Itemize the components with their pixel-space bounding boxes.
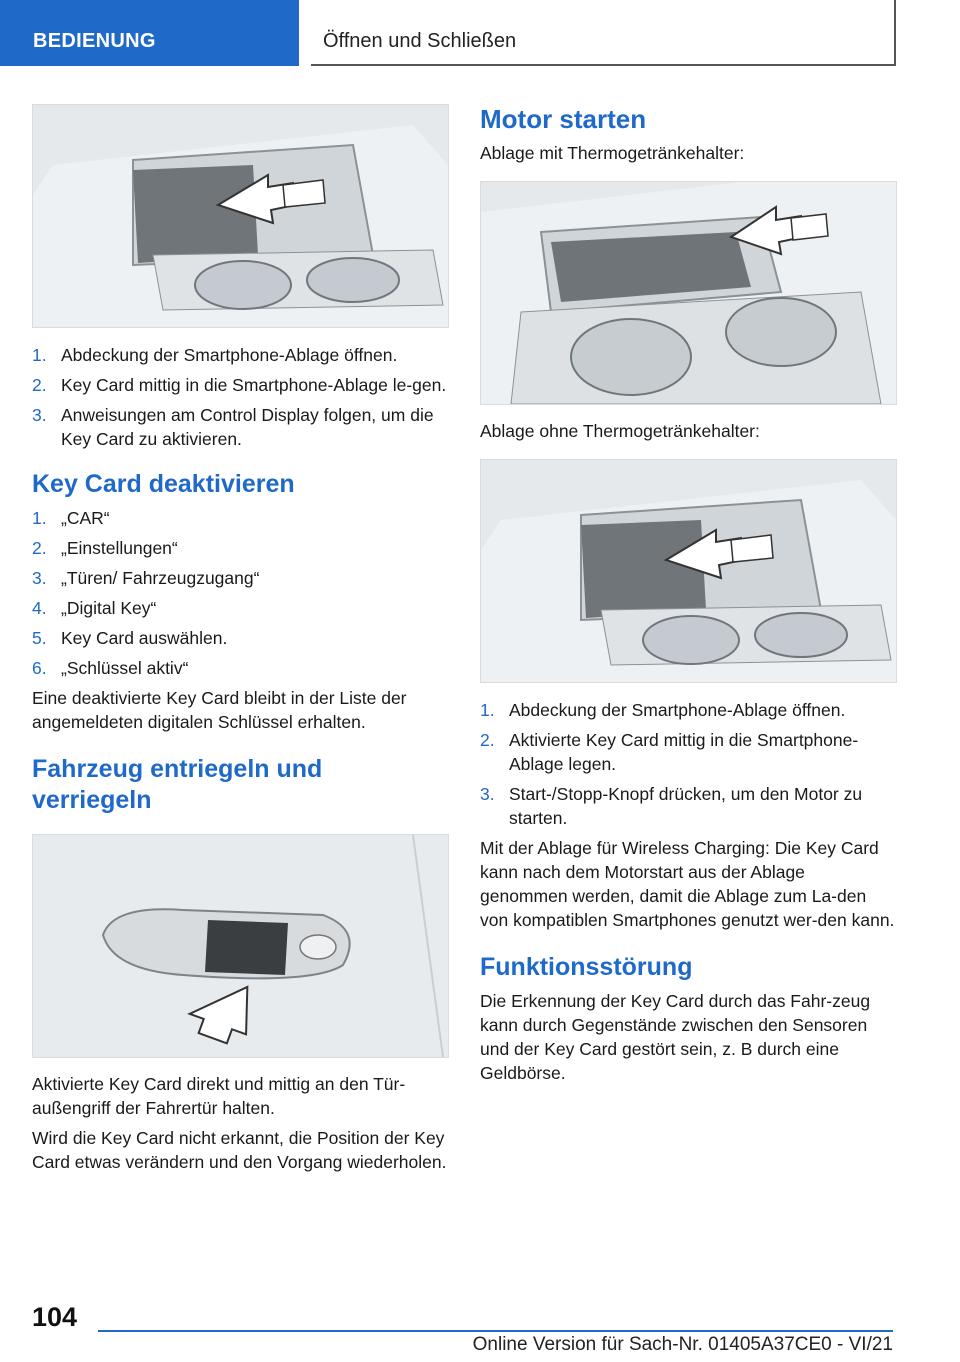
topic-label: Öffnen und Schließen bbox=[323, 30, 517, 52]
list-item: 4. „Digital Key“ bbox=[32, 598, 157, 618]
list-item: 2. „Einstellungen“ bbox=[32, 538, 178, 558]
list-item: 2. Key Card mittig in die Smartphone-Ablage le-gen. bbox=[32, 375, 447, 395]
deactivate-steps bbox=[32, 506, 448, 680]
door-handle-illustration bbox=[32, 834, 449, 1058]
list-item: 2. Aktivierte Key Card mittig in die Smartphone-Ablage legen. bbox=[480, 730, 859, 774]
heading-motor: Motor starten bbox=[480, 104, 647, 134]
heading-fault: Funktionsstörung bbox=[480, 953, 693, 981]
footer-divider bbox=[98, 1330, 893, 1332]
start-steps bbox=[480, 698, 896, 830]
tray-without-cupholder-illustration bbox=[480, 459, 897, 683]
activate-steps bbox=[32, 343, 448, 451]
list-item: 1. Abdeckung der Smartphone-Ablage öffnen. bbox=[32, 345, 398, 365]
list-item: 1. „CAR“ bbox=[32, 508, 110, 528]
list-item: 3. „Türen/ Fahrzeugzugang“ bbox=[32, 568, 260, 588]
list-item: 1. Abdeckung der Smartphone-Ablage öffnen. bbox=[480, 700, 846, 720]
unlock-instruction: Aktivierte Key Card direkt und mittig an den Tür-außengriff der Fahrertür halten. bbox=[32, 1074, 406, 1118]
deactivate-note: Eine deaktivierte Key Card bleibt in der Liste der angemeldeten digitalen Schlüssel erhalten. bbox=[32, 688, 407, 732]
section-tab bbox=[0, 0, 299, 66]
list-item: 6. „Schlüssel aktiv“ bbox=[32, 658, 189, 678]
caption-without-holder: Ablage ohne Thermogetränkehalter: bbox=[480, 421, 760, 441]
list-item: 5. Key Card auswählen. bbox=[32, 628, 228, 648]
footer-online-version: Online Version für Sach-Nr. 01405A37CE0 - VI/21 bbox=[472, 1334, 893, 1355]
list-item: 3. Anweisungen am Control Display folgen, um die Key Card zu aktivieren. bbox=[32, 405, 434, 449]
heading-deactivate: Key Card deaktivieren bbox=[32, 470, 295, 498]
right-column bbox=[480, 104, 896, 1091]
caption-with-holder: Ablage mit Thermogetränkehalter: bbox=[480, 143, 745, 163]
heading-unlock: Fahrzeug entriegeln und verriegeln bbox=[32, 755, 323, 814]
unlock-retry: Wird die Key Card nicht erkannt, die Position der Key Card etwas verändern und den Vorgang wiederholen. bbox=[32, 1128, 447, 1172]
topic-header bbox=[311, 0, 896, 66]
tray-with-cupholder-illustration bbox=[480, 181, 897, 405]
list-item: 3. Start-/Stopp-Knopf drücken, um den Motor zu starten. bbox=[480, 784, 863, 828]
section-label: BEDIENUNG bbox=[33, 30, 156, 52]
fault-note: Die Erkennung der Key Card durch das Fahr-zeug kann durch Gegenstände zwischen den Sensoren und der Key Card gestört sein, z. B durch eine Geldbörse. bbox=[480, 991, 871, 1083]
wireless-note: Mit der Ablage für Wireless Charging: Die Key Card kann nach dem Motorstart aus der Ablage genommen werden, damit die Ablage zum La-den von kompatiblen Smartphones genutzt wer-den kann. bbox=[480, 838, 895, 930]
console-tray-illustration bbox=[32, 104, 449, 328]
left-column bbox=[32, 104, 448, 1180]
page-number: 104 bbox=[32, 1302, 78, 1332]
